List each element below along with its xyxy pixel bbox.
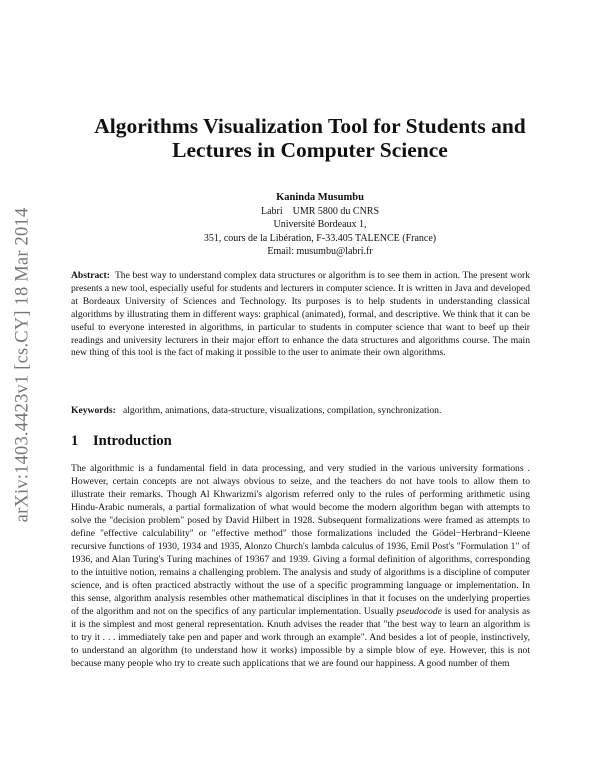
author-affiliation-2: Université Bordeaux 1, (273, 219, 367, 231)
author-affiliation-1: Labri UMR 5800 du CNRS (260, 205, 380, 217)
author-block (60, 191, 580, 259)
body-italic-term: pseudocode (396, 606, 442, 617)
arxiv-identifier-text: arXiv:1403.4423v1 [cs.CY] 18 Mar 2014 (12, 207, 33, 523)
author-name: Kaninda Musumbu (276, 192, 364, 203)
keywords-text: algorithm, animations, data-structure, visualizations, compilation, synchronization. (122, 405, 442, 416)
paper-title (40, 114, 580, 162)
author-address: 351, cours de la Libération, F-33.405 TALENCE (France) (203, 232, 437, 244)
title-line-1: Algorithms Visualization Tool for Students and (94, 114, 526, 138)
abstract (71, 270, 530, 360)
keywords-label: Keywords: (71, 405, 116, 416)
abstract-text: The best way to understand complex data structures or algorithm is to see them in action. The present work presents a new tool, especially useful for students and lecturers in computer science. It is written in Java and developed at Bordeaux University of Sciences and Technology. Its purposes is to help students in understanding classical algorithms by illustrating them in different ways: graphical (animated), formal, and descriptive. We think that it can be useful to everyone interested in algorithms, in particular to students in computer science that want to beef up their readings and university lecturers in their major effort to enhance the data structures and algorithms course. The main new thing of this tool is the fact of making it possible to the user to animate their own algorithms. (71, 270, 530, 359)
keywords (71, 404, 541, 417)
body-paragraph (71, 462, 530, 670)
section-title: Introduction (93, 433, 172, 449)
section-heading (71, 433, 172, 450)
section-number: 1 (71, 433, 79, 449)
body-text-part2: is used for analysis as it is the simplest and most general representation. Knuth advises the reader that "the best way to learn an algorithm is to try it . . . immediately take pen and paper and work through an example". And besides a lot of people, instinctively, to understand an algorithm (to understand how it works) impossible by a simple blow of eye. However, this is not because many people who try to create such applications that we are found our happiness. A good number of them (71, 606, 530, 669)
body-text-part1: The algorithmic is a fundamental field in data processing, and very studied in the various university formations . However, certain concepts are not always obvious to seize, and the teachers do not have tools to allow them to illustrate their remarks. Though Al Khwarizmi's algorism referred only to the rules of performing arithmetic using Hindu-Arabic numerals, a partial formalization of what would become the modern algorithm began with attempts to solve the "decision problem" posed by David Hilbert in 1928. Subsequent formalizations were framed as attempts to define "effective calculability" or "effective method" those formalizations included the Gödel−Herbrand−Kleene recursive functions of 1930, 1934 and 1935, Alonzo Church's lambda calculus of 1936, Emil Post's "Formulation 1" of 1936, and Alan Turing's Turing machines of 19367 and 1939. Giving a formal definition of algorithms, corresponding to the intuitive notion, remains a challenging problem. The analysis and study of algorithms is a discipline of computer science, and is often practiced abstractly without the use of a specific programming language or implementation. In this sense, algorithm analysis resembles other mathematical disciplines in that it focuses on the underlying properties of the algorithm and not on the specifics of any particular implementation. Usually (71, 463, 530, 617)
arxiv-identifier (8, 190, 38, 540)
author-email: Email: musumbu@labri.fr (267, 246, 373, 258)
title-line-2: Lectures in Computer Science (172, 138, 448, 162)
body-text (71, 462, 530, 670)
abstract-label: Abstract: (71, 270, 110, 281)
